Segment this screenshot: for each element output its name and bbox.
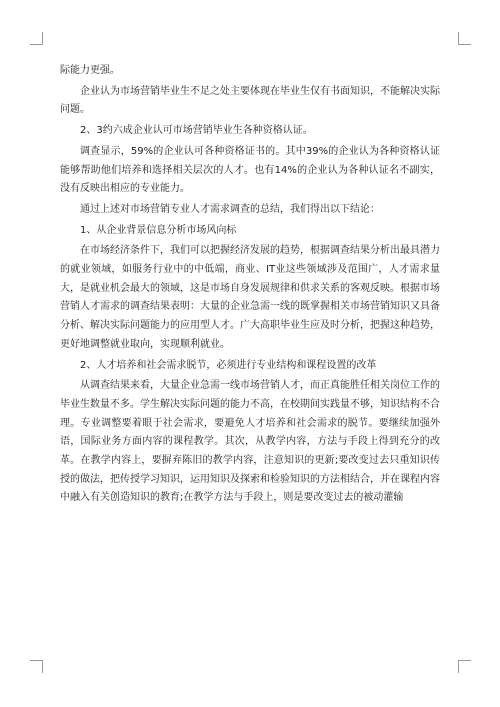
crop-mark-top-left [30, 32, 43, 45]
heading-conclusion-1: 1、从企业背景信息分析市场风向标 [80, 224, 237, 236]
paragraph-shortcoming: 企业认为市场营销毕业生不足之处主要体现在毕业生仅有书面知识，不能解决实际问题。 [60, 85, 440, 116]
paragraph-curriculum-reform: 从调查结果来看，大量企业急需一线市场营销人才，而正真能胜任相关岗位工作的毕业生数量不多。学生解决实际问题的能力不高，在校期间实践量不够，知识结构不合理。专业调整要着眼于社会需求，要避免人才培养和社会需求的脱节。要继续加强外语，国际业务方面内容的课程教学。其次，从教学内容，方法与手段上得到充分的改革。在教学内容上，要摒弃陈旧的教学内容，注意知识的更新;要改变过去只重知识传授的做法，把传授学习知识，运用知识及探索和检验知识的方法相结合，并在课程内容中融入有关创造知识的教育;在教学方法与手段上，则是要改变过去的被动灌输 [60, 380, 440, 504]
crop-mark-bottom-right [458, 660, 471, 673]
crop-mark-top-right [458, 32, 471, 45]
paragraph-market-analysis: 在市场经济条件下，我们可以把握经济发展的趋势，根据调查结果分析出最具潜力的就业领域，如服务行业中的中低端，商业、IT业这些领域涉及范围广，人才需求量大，是就业机会最大的领域，这是市场自身发展规律和供求关系的客观反映。根据市场营销人才需求的调查结果表明：大量的企业急需一线的既掌握相关市场营销知识又具备分析、解决实际问题能力的应用型人才。广大高职毕业生应及时分析，把握这种趋势，更好地调整就业取向，实现顺利就业。 [60, 245, 440, 350]
page-body [60, 62, 440, 510]
heading-certification: 2、3约六成企业认可市场营销毕业生各种资格认证。 [80, 125, 313, 137]
paragraph-conclusion-intro: 通过上述对市场营销专业人才需求调查的总结，我们得出以下结论： [80, 203, 380, 215]
paragraph-survey-results: 调查显示，59%的企业认可各种资格证书的。其中39%的企业认为各种资格认证能够帮助他们培养和选择相关层次的人才。也有14%的企业认为各种认证名不副实，没有反映出相应的专业能力。 [60, 145, 440, 195]
paragraph-continued: 际能力更强。 [60, 65, 120, 76]
crop-mark-bottom-left [30, 660, 43, 673]
heading-conclusion-2: 2、人才培养和社会需求脱节，必须进行专业结构和课程设置的改革 [80, 359, 377, 371]
